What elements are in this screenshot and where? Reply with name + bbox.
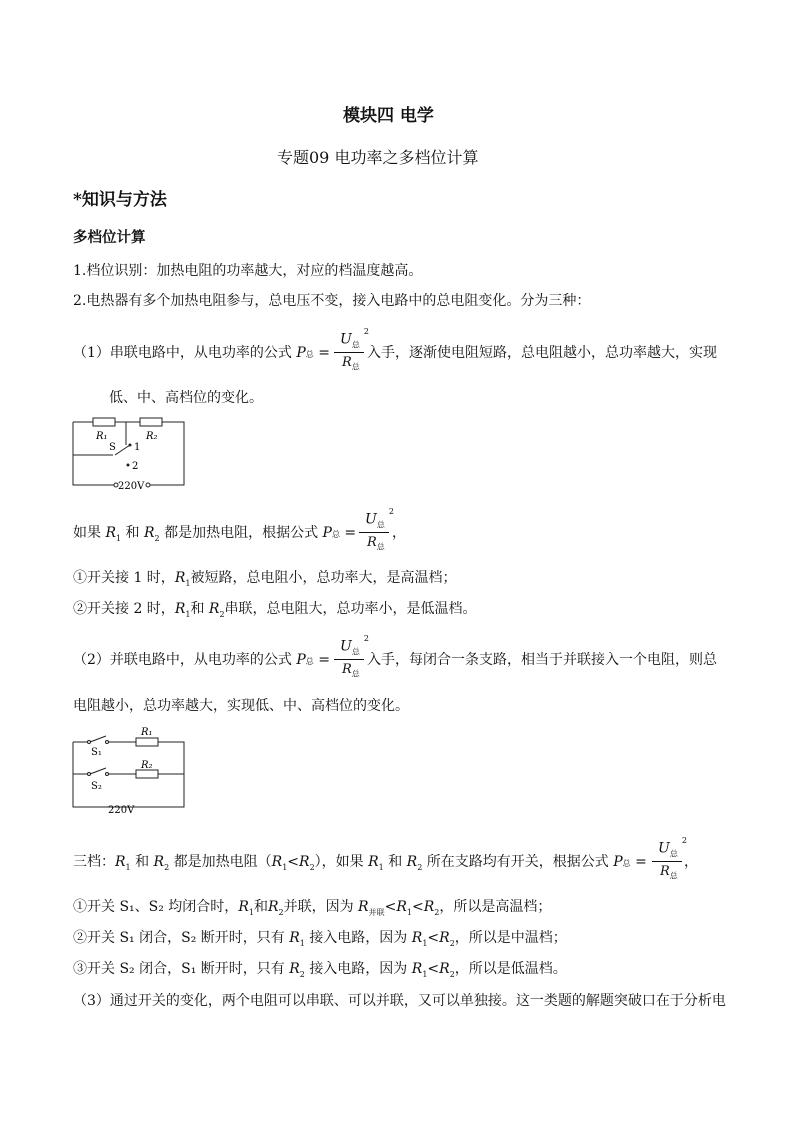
circuit1-switch-label: S — [109, 442, 116, 453]
series-if-line: 如果 $R_1$ 和 $R_2$ 都是加热电阻，根据公式 P总 = — [73, 525, 357, 543]
case-high: ①开关 S₁、S₂ 均闭合时，$R_1$和$R_2$并联，因为 $R_{并联}<R_1<R_2$，所以是高温档； — [73, 899, 552, 917]
paragraph-1: 1.档位识别：加热电阻的功率越大，对应的档温度越高。 — [73, 263, 423, 279]
circuit2-voltage-label: 220V — [108, 805, 135, 814]
power-formula-1: $U_总^2$ $R_总$ — [332, 331, 372, 375]
section-subheading: 多档位计算 — [73, 229, 146, 246]
series-intro: （1）串联电路中，从电功率的公式 P总 = — [73, 345, 330, 361]
three-gear-comma: ， — [684, 854, 698, 870]
three-gear-line: 三档：$R_1$ 和 $R_2$ 都是加热电阻$(R_1<R_2)$，如果 $R_1$ 和 $R_2$ 所在支路均有开关，根据公式 P总 = — [73, 854, 647, 872]
series-circuit-diagram — [68, 412, 198, 492]
parallel-circuit-diagram — [68, 724, 198, 814]
page-title: 模块四 电学 — [343, 106, 434, 126]
parallel-intro-post: 入手，每闭合一条支路，相当于并联接入一个电阻，则总 — [367, 652, 717, 668]
circuit1-pos2-label: 2 — [132, 461, 139, 472]
circuit1-r2-label: R₂ — [146, 431, 158, 442]
circuit1-r1-label: R₁ — [96, 431, 108, 442]
paragraph-2: 2.电热器有多个加热电阻参与，总电压不变，接入电路中的总电阻变化。分为三种： — [73, 293, 591, 309]
series-case-b: ②开关接 2 时，$R_1$和 $R_2$串联，总电阻大，总功率小，是低温档。 — [73, 601, 477, 619]
series-case-a: ①开关接 1 时，$R_1$被短路，总电阻小，总功率大，是高温档； — [73, 570, 457, 588]
series-intro-post: 入手，逐渐使电阻短路，总电阻越小，总功率越大，实现 — [367, 345, 717, 361]
circuit2-s1-label: S₁ — [91, 747, 102, 758]
circuit1-voltage-label: 220V — [118, 481, 145, 492]
circuit2-r2-label: R₂ — [141, 760, 153, 771]
circuit2-r1-label: R₁ — [141, 727, 153, 738]
paragraph-3: （3）通过开关的变化，两个电阻可以串联、可以并联，又可以单独接。这一类题的解题突破口在于分析电 — [73, 993, 726, 1009]
circuit2-s2-label: S₂ — [91, 781, 102, 792]
circuit1-pos1-label: 1 — [134, 442, 141, 453]
parallel-intro: （2）并联电路中，从电功率的公式 P总 = — [73, 652, 330, 668]
series-intro-cont: 低、中、高档位的变化。 — [109, 390, 263, 406]
power-formula-2: $U_总^2$ $R_总$ — [357, 511, 397, 555]
section-heading: *知识与方法 — [73, 190, 167, 210]
power-formula-3: $U_总^2$ $R_总$ — [332, 638, 372, 682]
case-low: ③开关 S₂ 闭合，S₁ 断开时，只有 $R_2$ 接入电路，因为 $R_1<R_2$，所以是低温档。 — [73, 961, 567, 979]
case-mid: ②开关 S₁ 闭合，S₂ 断开时，只有 $R_1$ 接入电路，因为 $R_1<R_2$，所以是中温档； — [73, 930, 567, 948]
series-if-comma: ， — [392, 525, 406, 541]
power-formula-4: $U_总^2$ $R_总$ — [650, 840, 690, 884]
page-subtitle: 专题09 电功率之多档位计算 — [277, 148, 479, 167]
parallel-intro-cont: 电阻越小，总功率越大，实现低、中、高档位的变化。 — [73, 698, 409, 714]
